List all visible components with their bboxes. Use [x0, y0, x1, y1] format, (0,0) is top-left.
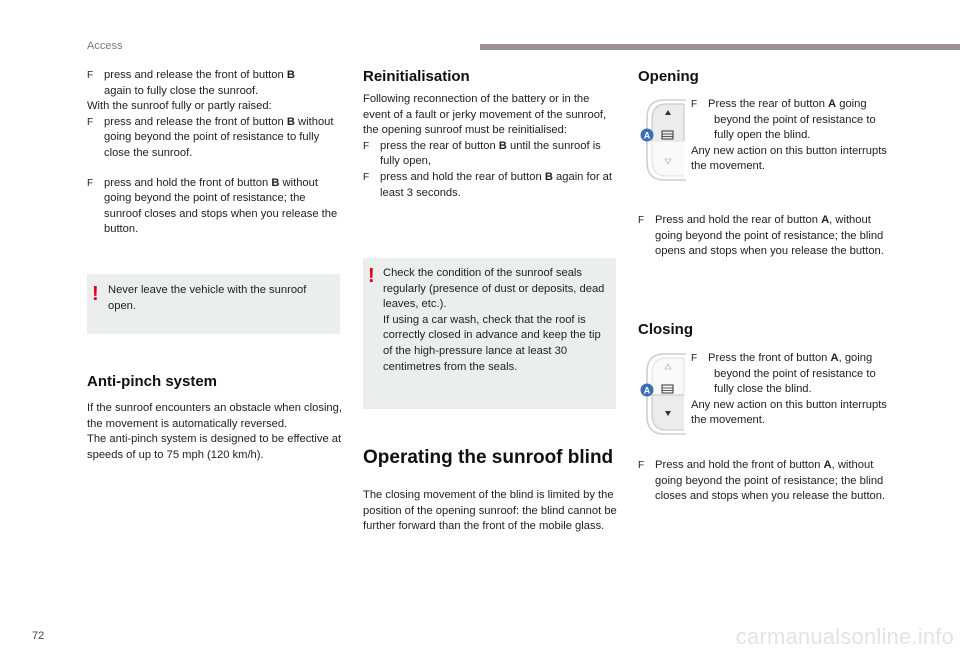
- closing-hold: [638, 458, 895, 505]
- opening-title: Opening: [638, 68, 699, 85]
- closing-instructions: [691, 351, 891, 429]
- blind-switch-open-figure: [638, 98, 690, 182]
- warning-text: Check the condition of the sunroof seals regularly (presence of dust or deposits, dead leaves, etc.). If using a car wash, check that the roof is correctly closed in advance and keep the tip of the high-pressure lance at least 30 centimetres from the seals.: [383, 267, 605, 373]
- reinitialisation-title: Reinitialisation: [363, 68, 470, 85]
- reinitialisation-step-1: F press the rear of button B until the sunroof is fully open,: [363, 139, 617, 170]
- opening-step-1: F Press the rear of button A going beyond the point of resistance to fully open the blind.: [691, 97, 891, 144]
- opening-instructions: [691, 97, 891, 175]
- opening-hold: [638, 213, 895, 260]
- closing-step-2: F Press and hold the front of button A, without going beyond the point of resistance; the blind closes and stops when you release the button.: [638, 458, 895, 505]
- warning-icon: !: [92, 283, 99, 305]
- reinitialisation-section: [363, 67, 617, 201]
- section-label: Access: [87, 40, 123, 52]
- left-para-2: With the sunroof fully or partly raised:: [87, 100, 272, 113]
- sunroof-blind-text: The closing movement of the blind is limited by the position of the opening sunroof: the blind cannot be further forward than the front of the mobile glass.: [363, 489, 617, 533]
- closing-title: Closing: [638, 321, 693, 338]
- left-para-4: F press and hold the front of button B without going beyond the point of resistance; the sunroof closes and stops when you release the button.: [87, 176, 342, 238]
- warning-text: Never leave the vehicle with the sunroof open.: [108, 284, 307, 312]
- sunroof-blind-section: [363, 446, 617, 535]
- anti-pinch-para-2: The anti-pinch system is designed to be effective at speeds of up to 75 mph (120 km/h).: [87, 433, 342, 461]
- opening-note: Any new action on this button interrupts the movement.: [691, 144, 887, 173]
- warning-box-left: [87, 274, 340, 334]
- left-para-1: F press and release the front of button B again to fully close the sunroof.: [87, 68, 342, 99]
- closing-step-1: F Press the front of button A, going beyond the point of resistance to fully close the blind.: [691, 351, 891, 398]
- anti-pinch-section: [87, 372, 342, 463]
- callout-label-a: A: [643, 385, 651, 396]
- reinitialisation-intro: Following reconnection of the battery or in the event of a fault or jerky movement of the sunroof, the opening sunroof must be reinitialised:: [363, 93, 607, 137]
- sunroof-blind-title: Operating the sunroof blind: [363, 447, 614, 468]
- opening-step-2: F Press and hold the rear of button A, without going beyond the point of resistance; the blind opens and stops when you release the button.: [638, 213, 895, 260]
- reinitialisation-step-2: F press and hold the rear of button B again for at least 3 seconds.: [363, 170, 617, 201]
- closing-note: Any new action on this button interrupts the movement.: [691, 398, 887, 427]
- page-number: 72: [32, 630, 45, 642]
- warning-icon: !: [368, 265, 375, 287]
- left-column: [87, 68, 342, 238]
- warning-box-middle: [363, 258, 616, 409]
- left-para-3: F press and release the front of button B without going beyond the point of resistance to fully close the sunroof.: [87, 115, 342, 162]
- anti-pinch-para-1: If the sunroof encounters an obstacle when closing, the movement is automatically reversed.: [87, 402, 342, 430]
- anti-pinch-title: Anti-pinch system: [87, 373, 218, 390]
- blind-switch-close-figure: [638, 352, 690, 436]
- callout-label-a: A: [643, 130, 651, 141]
- watermark: carmanualsonline.info: [735, 624, 954, 649]
- section-header-bar: [480, 44, 960, 50]
